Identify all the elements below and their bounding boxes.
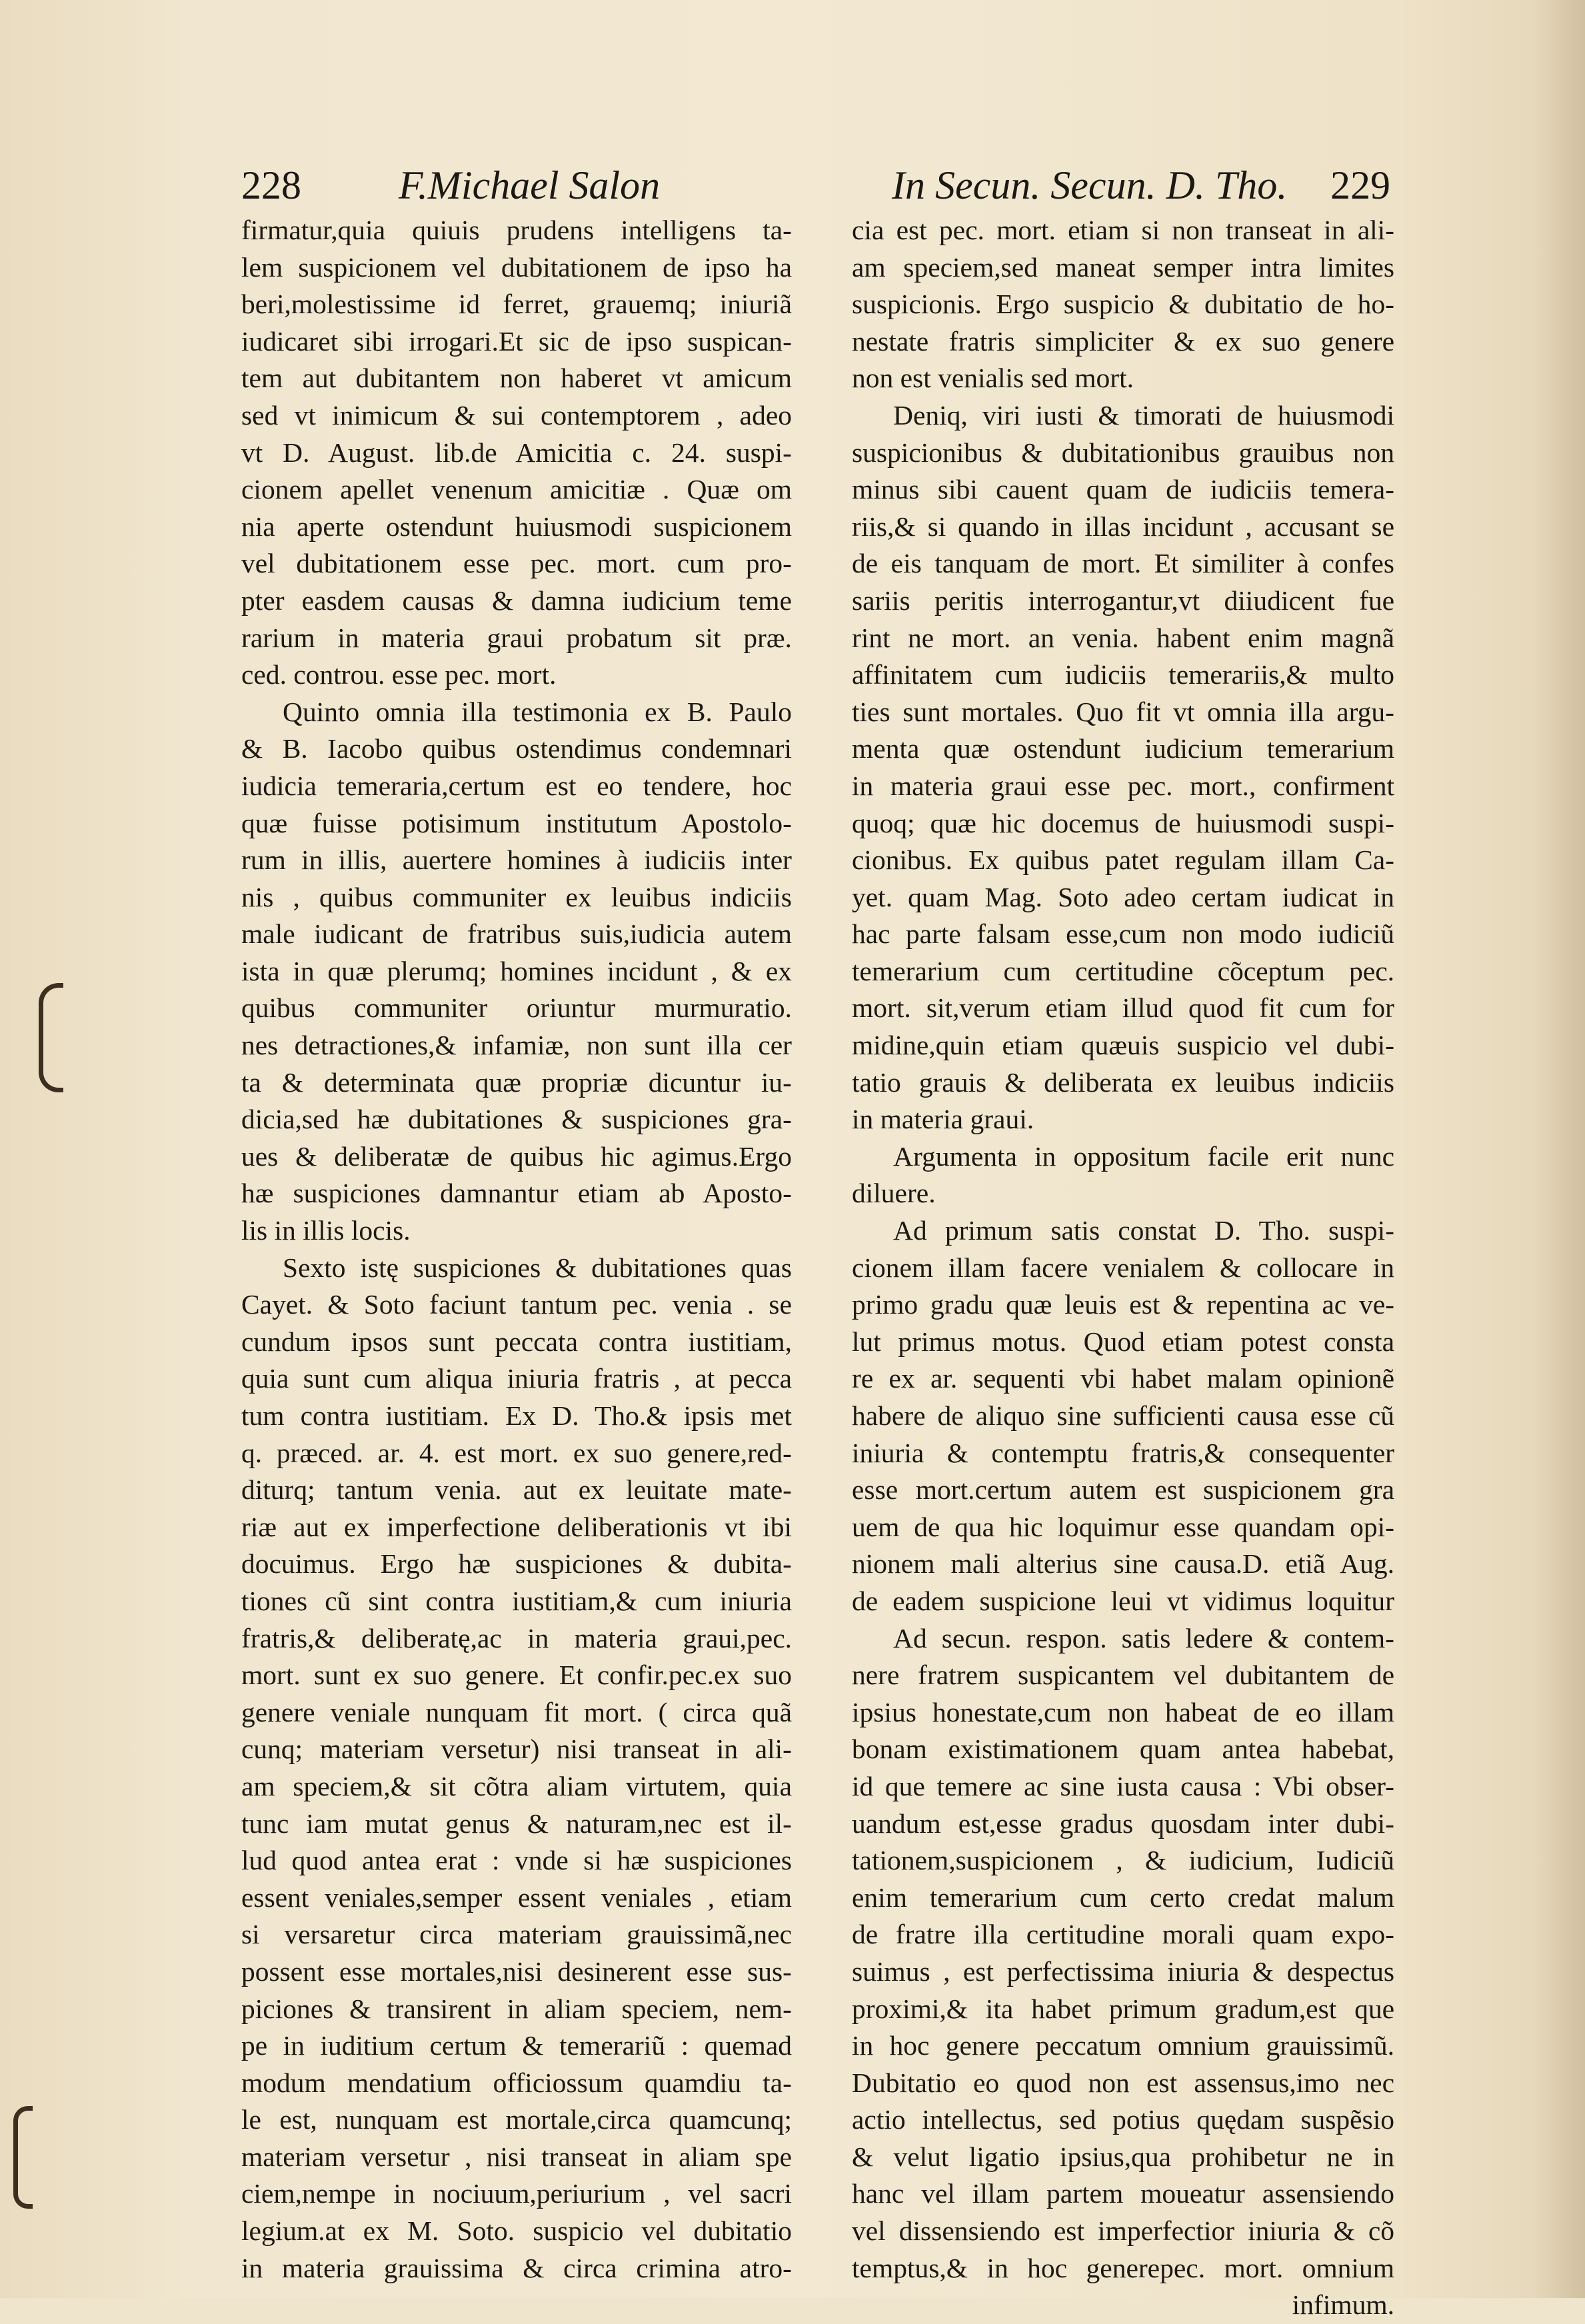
text-line: iudicia temeraria,certum est eo tendere, hoc [241,770,792,801]
text-line: uem de qua hic loquimur esse quandam opi- [852,1511,1394,1542]
text-line: hanc vel illam partem moueatur assensiendo [852,2178,1394,2209]
text-line: hac parte falsam esse,cum non modo iudiciũ [852,918,1394,950]
text-line: nere fratrem suspicantem vel dubitantem de [852,1660,1394,1691]
margin-ink-bracket-mark [13,2106,33,2209]
text-line: cionem illam facere venialem & collocare in [852,1252,1394,1283]
text-line: am speciem,sed maneat semper intra limites [852,251,1394,283]
text-line: sariis peritis interrogantur,vt diiudicent fue [852,584,1394,616]
text-line: menta quæ ostendunt iudicium temerarium [852,733,1394,764]
text-line: nestate fratris simpliciter & ex suo genere [852,325,1394,357]
text-line: tem aut dubitantem non haberet vt amicum [241,363,792,394]
text-line: ties sunt mortales. Quo fit vt omnia illa argu- [852,696,1394,727]
text-line: tum contra iustitiam. Ex D. Tho.& ipsis met [241,1400,792,1431]
text-line: essent veniales,semper essent veniales , etiam [241,1881,792,1913]
text-line: pter easdem causas & damna iudicium teme [241,584,792,616]
text-line: tunc iam mutat genus & naturam,nec est il- [241,1807,792,1839]
text-line: cionem apellet venenum amicitiæ . Quæ om [241,474,792,505]
text-line: riis,& si quando in illas incidunt , accusant se [852,511,1394,542]
text-line: iniuria & contemptu fratris,& consequenter [852,1437,1394,1468]
text-line: id que temere ac sine iusta causa : Vbi obser- [852,1770,1394,1801]
text-line: vt D. August. lib.de Amicitia c. 24. suspi- [241,437,792,468]
text-line: materiam versetur , nisi transeat in aliam spe [241,2141,792,2172]
text-line: Quinto omnia illa testimonia ex B. Paulo [283,696,792,727]
text-line: le est, nunquam est mortale,circa quamcunq; [241,2104,792,2135]
text-line: esse mort.certum autem est suspicionem gra [852,1474,1394,1506]
text-line: genere veniale nunquam fit mort. ( circa quã [241,1696,792,1728]
text-line: nionem mali alterius sine causa.D. etiã Aug. [852,1548,1394,1580]
text-line: piciones & transirent in aliam speciem, nem- [241,1993,792,2024]
text-line: temptus,& in hoc generepec. mort. omnium [852,2252,1394,2283]
text-line: infimum. [1292,2289,1394,2321]
text-line: hæ suspiciones damnantur etiam ab Aposto- [241,1178,792,1209]
text-line: ced. controu. esse pec. mort. [241,659,557,690]
text-line: ta & determinata quæ propriæ dicuntur iu- [241,1066,792,1098]
right-running-title: In Secun. Secun. D. Tho. [892,163,1288,207]
text-line: minus sibi cauent quam de iudiciis temera- [852,474,1394,505]
text-line: enim temerarium cum certo credat malum [852,1881,1394,1913]
left-running-title: F.Michael Salon [399,163,661,207]
text-line: & B. Iacobo quibus ostendimus condemnari [241,733,792,764]
text-line: ista in quæ plerumq; homines incidunt , & ex [241,955,792,986]
text-line: male iudicant de fratribus suis,iudicia autem [241,918,792,950]
text-line: ciem,nempe in nociuum,periurium , vel sacri [241,2178,792,2209]
text-line: rarium in materia graui probatum sit præ. [241,622,792,653]
text-line: riæ aut ex imperfectione deliberationis vt ibi [241,1511,792,1542]
text-line: si versaretur circa materiam grauissimã,nec [241,1919,792,1950]
text-line: vel dubitationem esse pec. mort. cum pro- [241,548,792,579]
text-line: cionibus. Ex quibus patet regulam illam Ca- [852,844,1394,876]
text-line: nes detractiones,& infamiæ, non sunt illa cer [241,1030,792,1061]
text-line: in materia graui. [852,1104,1034,1135]
text-line: fratris,& deliberatę,ac in materia graui,pec. [241,1622,792,1654]
text-line: dicia,sed hæ dubitationes & suspiciones gra- [241,1104,792,1135]
text-line: rint ne mort. an venia. habent enim magnã [852,622,1394,653]
text-line: Ad primum satis constat D. Tho. suspi- [893,1215,1394,1246]
text-line: de eadem suspicione leui vt vidimus loquitur [852,1585,1394,1616]
text-line: cia est pec. mort. etiam si non transeat in ali- [852,215,1394,245]
text-line: primo gradu quæ leuis est & repentina ac ve- [852,1289,1394,1320]
text-line: Argumenta in oppositum facile erit nunc [893,1140,1394,1172]
text-line: suspicionis. Ergo suspicio & dubitatio de ho- [852,289,1394,320]
text-line: actio intellectus, sed potius quędam suspẽsio [852,2104,1394,2135]
text-line: in hoc genere peccatum omnium grauissimũ. [852,2030,1394,2061]
text-line: uandum est,esse gradus quosdam inter dubi- [852,1807,1394,1839]
text-line: diluere. [852,1178,936,1209]
text-line: nia aperte ostendunt huiusmodi suspicionem [241,511,792,542]
text-line: quæ fuisse potisimum institutum Apostolo- [241,807,792,838]
text-line: lis in illis locis. [241,1215,411,1246]
text-line: lut primus motus. Quod etiam potest consta [852,1326,1394,1357]
text-line: mort. sit,verum etiam illud quod fit cum for [852,992,1394,1024]
text-line: bonam existimationem quam antea habebat, [852,1734,1394,1765]
text-line: modum mendatium officiossum quamdiu ta- [241,2067,792,2098]
text-line: diturq; tantum venia. aut ex leuitate mate- [241,1474,792,1506]
text-line: am speciem,& sit cõtra aliam virtutem, quia [241,1770,792,1801]
text-line: de eis tanquam de mort. Et similiter à confes [852,548,1394,579]
text-line: tationem,suspicionem , & iudicium, Iudiciũ [852,1845,1394,1876]
text-line: cundum ipsos sunt peccata contra iustitiam, [241,1326,792,1357]
text-line: legium.at ex M. Soto. suspicio vel dubitatio [241,2215,792,2247]
text-line: possent esse mortales,nisi desinerent esse sus- [241,1955,792,1987]
text-line: mort. sunt ex suo genere. Et confir.pec.ex suo [241,1660,792,1691]
text-line: de fratre illa certitudine morali quam expo- [852,1919,1394,1950]
text-line: tatio grauis & deliberata ex leuibus indiciis [852,1066,1394,1098]
text-line: rum in illis, auertere homines à iudiciis inter [241,844,792,876]
text-line: temerarium cum certitudine cõceptum pec. [852,955,1394,986]
text-line: docuimus. Ergo hæ suspiciones & dubita- [241,1548,792,1580]
text-line: non est venialis sed mort. [852,363,1134,394]
left-page-number: 228 [241,163,301,207]
text-line: suimus , est perfectissima iniuria & despectus [852,1955,1394,1987]
text-line: iudicaret sibi irrogari.Et sic de ipso suspican- [241,325,792,357]
text-line: suspicionibus & dubitationibus grauibus non [852,437,1394,468]
text-line: beri,molestissime id ferret, grauemq; iniuriã [241,289,792,320]
text-line: pe in iuditium certum & temerariũ : quemad [241,2030,792,2061]
text-line: Ad secun. respon. satis ledere & contem- [893,1622,1394,1654]
text-line: Cayet. & Soto faciunt tantum pec. venia . se [241,1289,792,1320]
text-line: sed vt inimicum & sui contemptorem , adeo [241,399,792,431]
left-text-column [241,212,792,2287]
text-line: Dubitatio eo quod non est assensus,imo nec [852,2067,1394,2098]
text-line: quia sunt cum aliqua iniuria fratris , at pecca [241,1363,792,1394]
text-line: re ex ar. sequenti vbi habet malam opinionẽ [852,1363,1394,1394]
text-line: Sexto istę suspiciones & dubitationes quas [283,1252,792,1283]
text-line: ues & deliberatæ de quibus hic agimus.Ergo [241,1140,792,1172]
text-line: quibus communiter oriuntur murmuratio. [241,992,792,1024]
text-line: habere de aliquo sine sufficienti causa esse cũ [852,1400,1394,1431]
text-line: in materia graui esse pec. mort., confirment [852,770,1394,801]
text-line: in materia grauissima & circa crimina atro- [241,2252,792,2283]
text-line: quoq; quæ hic docemus de huiusmodi suspi- [852,807,1394,838]
text-line: tiones cũ sint contra iustitiam,& cum iniuria [241,1585,792,1616]
text-line: cunq; materiam versetur) nisi transeat in ali- [241,1734,792,1765]
text-line: firmatur,quia quiuis prudens intelligens ta- [241,215,792,245]
text-line: Deniq, viri iusti & timorati de huiusmodi [893,399,1394,431]
right-text-column [852,212,1394,2324]
text-line: q. præced. ar. 4. est mort. ex suo genere,red- [241,1437,792,1468]
text-line: & velut ligatio ipsius,qua prohibetur ne in [852,2141,1394,2172]
text-line: affinitatem cum iudiciis temerariis,& multo [852,659,1394,690]
text-line: ipsius honestate,cum non habeat de eo illam [852,1696,1394,1728]
text-line: midine,quin etiam quæuis suspicio vel dubi- [852,1030,1394,1061]
text-line: nis , quibus communiter ex leuibus indiciis [241,881,792,912]
text-line: proximi,& ita habet primum gradum,est que [852,1993,1394,2024]
page-gutter-shadow [1533,0,1585,2298]
text-line: lud quod antea erat : vnde si hæ suspiciones [241,1845,792,1876]
margin-ink-bracket-mark [39,983,63,1092]
right-page-number: 229 [1330,163,1390,207]
text-line: yet. quam Mag. Soto adeo certam iudicat in [852,881,1394,912]
text-line: vel dissensiendo est imperfectior iniuria & cõ [852,2215,1394,2247]
text-line: lem suspicionem vel dubitationem de ipso ha [241,251,792,283]
